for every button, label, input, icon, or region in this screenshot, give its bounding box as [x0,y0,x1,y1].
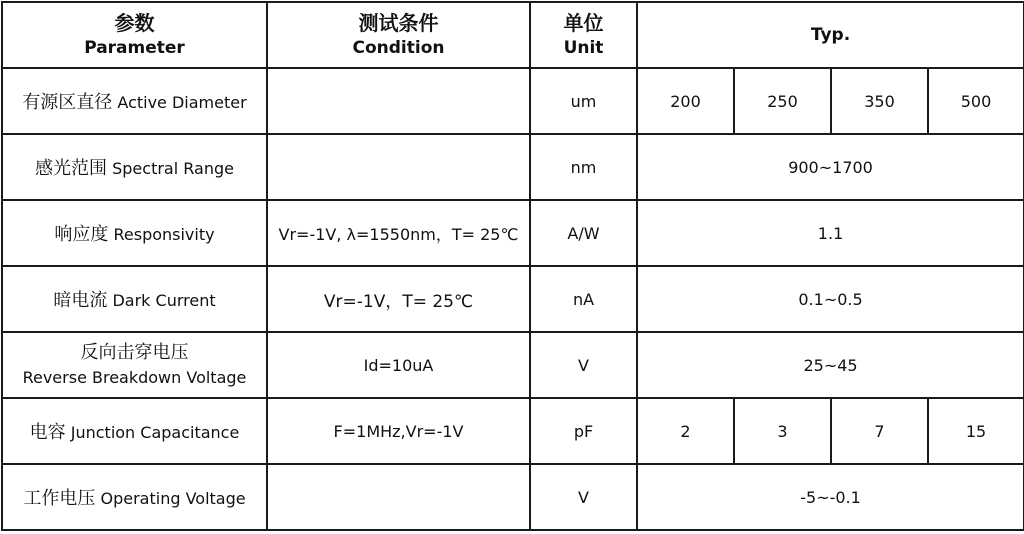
value-cell: 350 [831,68,928,134]
condition-cell: Vr=-1V, λ=1550nm，T= 25℃ [267,200,530,266]
condition-cell: Vr=-1V，T= 25℃ [267,266,530,332]
table-row [2,134,1024,200]
table-row [2,464,1024,530]
param-cell [2,200,267,266]
value-cell: 250 [734,68,831,134]
condition-cell [267,464,530,530]
table-row [2,68,1024,134]
param-cell [2,266,267,332]
param-en: Reverse Breakdown Voltage [22,368,247,387]
param-zh: 电容 [29,422,66,443]
header-unit-en: Unit [563,38,604,58]
table-row [2,266,1024,332]
value-cell: -5~-0.1 [637,464,1024,530]
value-cell: 900~1700 [637,134,1024,200]
param-zh: 反向击穿电压 [80,342,189,363]
unit-cell: pF [530,398,637,464]
unit-cell: nA [530,266,637,332]
header-parameter-zh: 参数 [114,11,155,35]
condition-cell [267,68,530,134]
header-unit-zh: 单位 [563,11,604,35]
unit-cell: nm [530,134,637,200]
spec-table [1,1,1024,531]
param-cell [2,68,267,134]
header-parameter-en: Parameter [84,38,185,58]
unit-cell: V [530,332,637,398]
header-condition-en: Condition [352,38,445,58]
header-condition-zh: 测试条件 [358,11,439,35]
value-cell: 1.1 [637,200,1024,266]
value-cell: 15 [928,398,1024,464]
table-row [2,398,1024,464]
condition-cell [267,134,530,200]
table-row [2,332,1024,398]
value-cell: 500 [928,68,1024,134]
value-cell: 200 [637,68,734,134]
param-zh: 工作电压 [23,488,96,509]
unit-cell: um [530,68,637,134]
table-row [2,200,1024,266]
unit-cell: V [530,464,637,530]
param-cell [2,134,267,200]
value-cell: 7 [831,398,928,464]
header-condition [267,2,530,68]
condition-cell: F=1MHz,Vr=-1V [267,398,530,464]
param-cell [2,332,267,398]
param-en: Dark Current [112,291,216,310]
param-en: Active Diameter [117,93,247,112]
param-en: Spectral Range [112,159,234,178]
param-zh: 有源区直径 [22,92,113,113]
value-cell: 0.1~0.5 [637,266,1024,332]
param-cell [2,398,267,464]
param-en: Junction Capacitance [70,423,240,442]
param-zh: 响应度 [54,224,109,245]
header-parameter [2,2,267,68]
param-zh: 暗电流 [53,290,108,311]
param-zh: 感光范围 [35,158,108,179]
unit-cell: A/W [530,200,637,266]
value-cell: 2 [637,398,734,464]
header-row [2,2,1024,68]
header-typ: Typ. [637,2,1024,68]
param-cell [2,464,267,530]
value-cell: 25~45 [637,332,1024,398]
param-en: Responsivity [113,225,215,244]
value-cell: 3 [734,398,831,464]
header-unit [530,2,637,68]
condition-cell: Id=10uA [267,332,530,398]
param-en: Operating Voltage [100,489,246,508]
